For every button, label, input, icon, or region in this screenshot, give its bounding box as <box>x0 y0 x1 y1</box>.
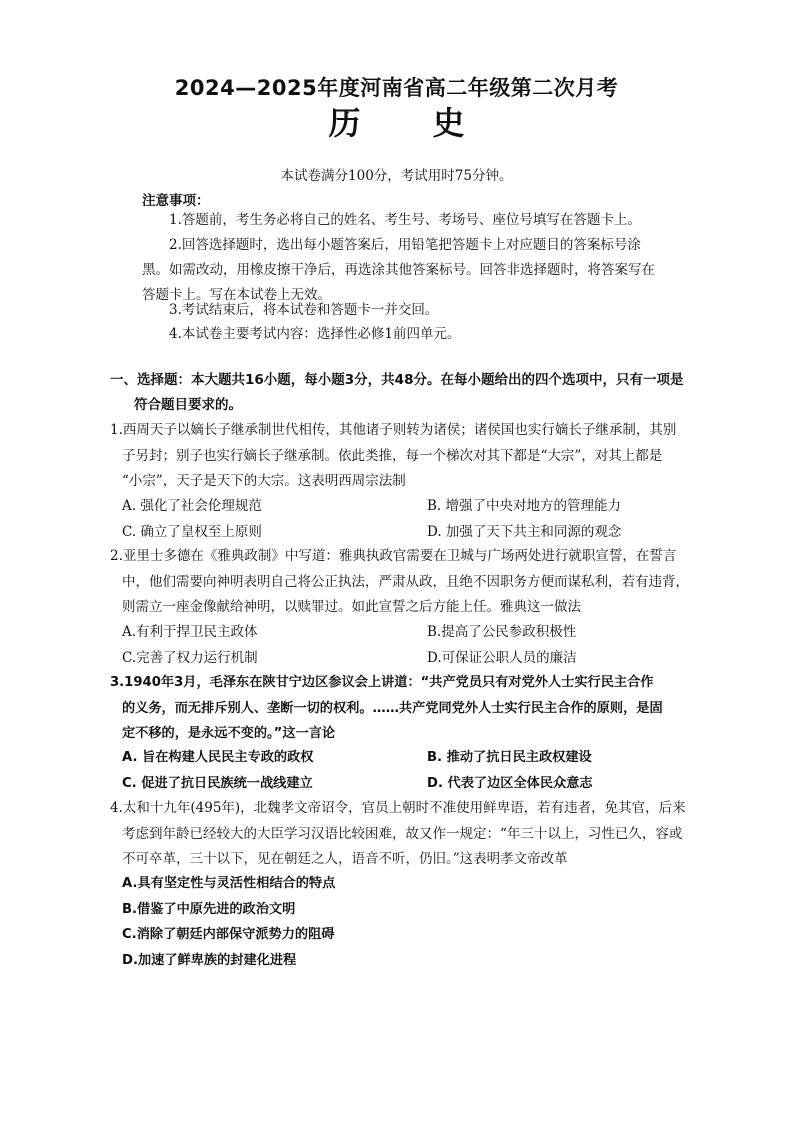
option-d: D.可保证公职人员的廉洁 <box>427 649 577 666</box>
stem-line: 2.亚里士多德在《雅典政制》中写道：雅典执政官需要在卫城与广场两处进行就职宣誓，在誓言 <box>110 548 677 564</box>
option-b: B. 增强了中央对地方的管理能力 <box>427 498 622 514</box>
option-a: A.具有坚定性与灵活性相结合的特点 <box>122 876 336 891</box>
option-c: C.消除了朝廷内部保守派势力的阻碍 <box>122 927 335 942</box>
question-4-stem <box>110 796 740 873</box>
notice-line: 3.考试结束后，将本试卷和答题卡一并交回。 <box>169 302 439 318</box>
option-b: B.提高了公民参政积极性 <box>427 624 577 640</box>
option-d: D. 代表了边区全体民众意志 <box>427 775 593 791</box>
option-a: A.有利于捍卫民主政体 <box>122 624 258 640</box>
notice-line: 黑。如需改动，用橡皮擦干净后，再选涂其他答案标号。回答非选择题时，将答案写在 <box>142 262 655 278</box>
option-a: A. 旨在构建人民民主专政的政权 <box>122 750 314 765</box>
question-3-options <box>122 745 722 796</box>
question-4-options <box>122 871 722 973</box>
question-1-options <box>122 494 722 545</box>
option-c: C. 确立了皇权至上原则 <box>122 523 262 540</box>
subject-heading <box>0 98 793 144</box>
option-c: C.完善了权力运行机制 <box>122 649 258 666</box>
stem-line: 定不移的，是永远不变的。”这一言论 <box>122 726 336 741</box>
stem-line: 3.1940年3月，毛泽东在陕甘宁边区参议会上讲道：“共产党员只有对党外人士实行民主合作 <box>110 675 654 690</box>
notice-item <box>142 233 712 308</box>
exam-intro: 本试卷满分100分，考试用时75分钟。 <box>280 168 513 184</box>
notice-line: 答题卡上。写在本试卷上无效。 <box>142 287 331 303</box>
stem-line: 4.太和十九年(495年)，北魏孝文帝诏令，官员上朝时不准使用鲜卑语，若有违者，免其官，后来 <box>110 800 686 816</box>
subject-char-1: 历 <box>328 104 361 142</box>
section-heading <box>110 368 740 418</box>
stem-line: 的义务，而无排斥别人、垄断一切的权利。……共产党同党外人士实行民主合作的原则，是固 <box>122 700 663 716</box>
notice-item <box>142 208 712 233</box>
option-a: A. 强化了社会伦理规范 <box>122 498 262 514</box>
notice-item <box>142 322 712 347</box>
option-d: D. 加强了天下共主和同源的观念 <box>427 523 622 540</box>
stem-line: 1.西周天子以嫡长子继承制世代相传，其他诸子则转为诸侯；诸侯国也实行嫡长子继承制，其别 <box>110 422 677 438</box>
question-3-stem <box>110 670 740 747</box>
notice-title: 注意事项： <box>142 193 210 209</box>
notice-line: 1.答题前，考生务必将自己的姓名、考生号、考场号、座位号填写在答题卡上。 <box>169 212 641 228</box>
option-b: B.借鉴了中原先进的政治文明 <box>122 901 296 917</box>
stem-line: 子另封；别子也实行嫡长子继承制。依此类推，每一个梯次对其下都是“大宗”，对其上都是 <box>122 447 663 464</box>
option-d: D.加速了鲜卑族的封建化进程 <box>122 952 297 968</box>
option-b: B. 推动了抗日民主政权建设 <box>427 750 592 765</box>
option-c: C. 促进了抗日民族统一战线建立 <box>122 775 313 791</box>
section-line: 一、选择题：本大题共16小题，每小题3分，共48分。在每小题给出的四个选项中，只有一项是 <box>110 372 684 388</box>
question-2-options <box>122 620 722 671</box>
notice-line: 4.本试卷主要考试内容：选择性必修1前四单元。 <box>169 326 461 342</box>
stem-line: 不可卒革，三十以下，见在朝廷之人，语音不听，仍旧。”这表明孝文帝改革 <box>122 851 568 867</box>
notice-line: 2.回答选择题时，选出每小题答案后，用铅笔把答题卡上对应题目的答案标号涂 <box>169 237 641 253</box>
stem-line: 中，他们需要向神明表明自己将公正执法，严肃从政，且绝不因职务方便而谋私利，若有违背， <box>122 573 689 590</box>
stem-line: 考虑到年龄已经较大的大臣学习汉语比较困难，故又作一规定：“年三十以上，习性已久，容或 <box>122 825 683 842</box>
section-line: 符合题目要求的。 <box>134 397 242 413</box>
notice-item <box>142 298 712 323</box>
exam-title: 2024—2025年度河南省高二年级第二次月考 <box>174 76 619 100</box>
question-1-stem <box>110 418 740 495</box>
stem-line: “小宗”，天子是天下的大宗。这表明西周宗法制 <box>122 473 406 489</box>
stem-line: 则需立一座金像献给神明，以赎罪过。如此宣誓之后方能上任。雅典这一做法 <box>122 599 581 615</box>
question-2-stem <box>110 544 740 621</box>
subject-char-2: 史 <box>432 104 465 142</box>
